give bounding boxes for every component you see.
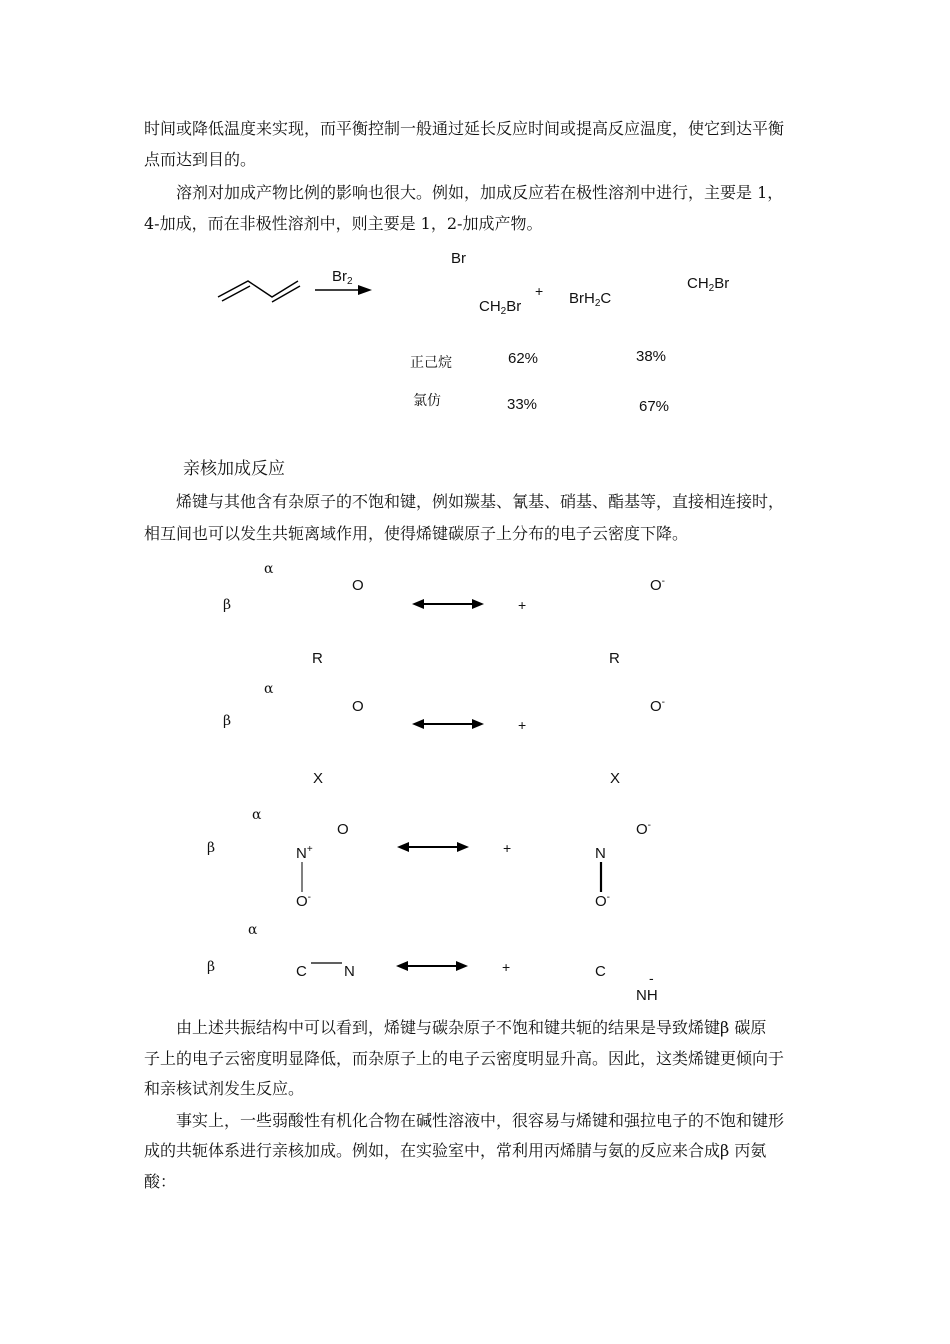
bromine-label: Br xyxy=(451,250,466,267)
paragraph-line: 酸： xyxy=(144,1172,177,1191)
yield-value: 67% xyxy=(639,398,670,415)
plus-sign: + xyxy=(502,959,511,975)
reagent-label: $Br_2$ xyxy=(332,268,353,287)
x-group-label: X xyxy=(313,770,324,787)
plus-sign: + xyxy=(535,283,544,299)
nh-label: NH xyxy=(636,987,658,1004)
paragraph-line: 事实上，一些弱酸性有机化合物在碱性溶液中，很容易与烯键和强拉电子的不饱和键形 xyxy=(176,1111,785,1130)
nitrogen-label: N xyxy=(344,963,355,980)
plus-sign: + xyxy=(518,597,527,613)
paragraph-line: 时间或降低温度来实现，而平衡控制一般通过延长反应时间或提高反应温度，使它到达平衡 xyxy=(144,119,785,138)
r-group-label: R xyxy=(312,650,323,667)
solvent-label: 氯仿 xyxy=(413,393,441,409)
oxygen-label: O xyxy=(352,698,364,715)
nitrogen-label: N xyxy=(595,845,606,862)
beta-label: β xyxy=(223,597,232,613)
plus-sign: + xyxy=(503,840,512,856)
alpha-label: α xyxy=(264,561,274,577)
resonance-arrow xyxy=(412,719,484,729)
r-group-label: R xyxy=(609,650,620,667)
carbon-label: C xyxy=(595,963,606,980)
oxygen-label: O xyxy=(337,821,349,838)
oxygen-label: O xyxy=(352,577,364,594)
ch2br-label: $CH_2Br$ xyxy=(479,298,522,317)
section-heading: 亲核加成反应 xyxy=(183,459,285,479)
beta-label: β xyxy=(207,840,216,856)
oxygen-anion-label: O- xyxy=(636,820,652,838)
nitrogen-cation-label: N+ xyxy=(296,844,313,862)
paragraph-line: 由上述共振结构中可以看到，烯键与碳杂原子不饱和键共轭的结果是导致烯键β 碳原 xyxy=(176,1018,767,1037)
yield-value: 62% xyxy=(508,350,539,367)
yield-value: 33% xyxy=(507,396,538,413)
charge-label: - xyxy=(649,970,654,986)
paragraph-line: 点而达到目的。 xyxy=(144,150,257,169)
resonance-arrow xyxy=(396,961,468,971)
oxygen-anion-label: O- xyxy=(650,697,666,715)
paragraph-line: 相互间也可以发生共轭离域作用，使得烯键碳原子上分布的电子云密度下降。 xyxy=(144,524,689,543)
beta-label: β xyxy=(207,959,216,975)
paragraph-line: 溶剂对加成产物比例的影响也很大。例如，加成反应若在极性溶剂中进行，主要是 1， xyxy=(176,183,784,202)
paragraph-line: 烯键与其他含有杂原子的不饱和键，例如羰基、氰基、硝基、酯基等，直接相连接时， xyxy=(176,492,785,511)
paragraph-line: 和亲核试剂发生反应。 xyxy=(144,1079,305,1098)
ch2br-label: $CH_2Br$ xyxy=(687,275,730,294)
solvent-label: 正己烷 xyxy=(410,355,452,371)
carbon-label: C xyxy=(296,963,307,980)
alpha-label: α xyxy=(264,681,274,697)
plus-sign: + xyxy=(518,717,527,733)
oxygen-anion-label: O- xyxy=(296,892,312,910)
resonance-arrow xyxy=(397,842,469,852)
oxygen-anion-label: O- xyxy=(595,892,611,910)
paragraph-line: 成的共轭体系进行亲核加成。例如，在实验室中，常利用丙烯腈与氨的反应来合成β 丙氨 xyxy=(144,1141,767,1160)
resonance-arrow xyxy=(412,599,484,609)
paragraph-line: 子上的电子云密度明显降低，而杂原子上的电子云密度明显升高。因此，这类烯键更倾向于 xyxy=(144,1049,785,1068)
oxygen-anion-label: O- xyxy=(650,576,666,594)
beta-label: β xyxy=(223,713,232,729)
brh2c-label: BrH$_2$C xyxy=(569,290,612,309)
paragraph-line: 4-加成，而在非极性溶剂中，则主要是 1，2-加成产物。 xyxy=(144,214,543,233)
x-group-label: X xyxy=(610,770,621,787)
alpha-label: α xyxy=(252,807,262,823)
yield-value: 38% xyxy=(636,348,667,365)
alpha-label: α xyxy=(248,922,258,938)
